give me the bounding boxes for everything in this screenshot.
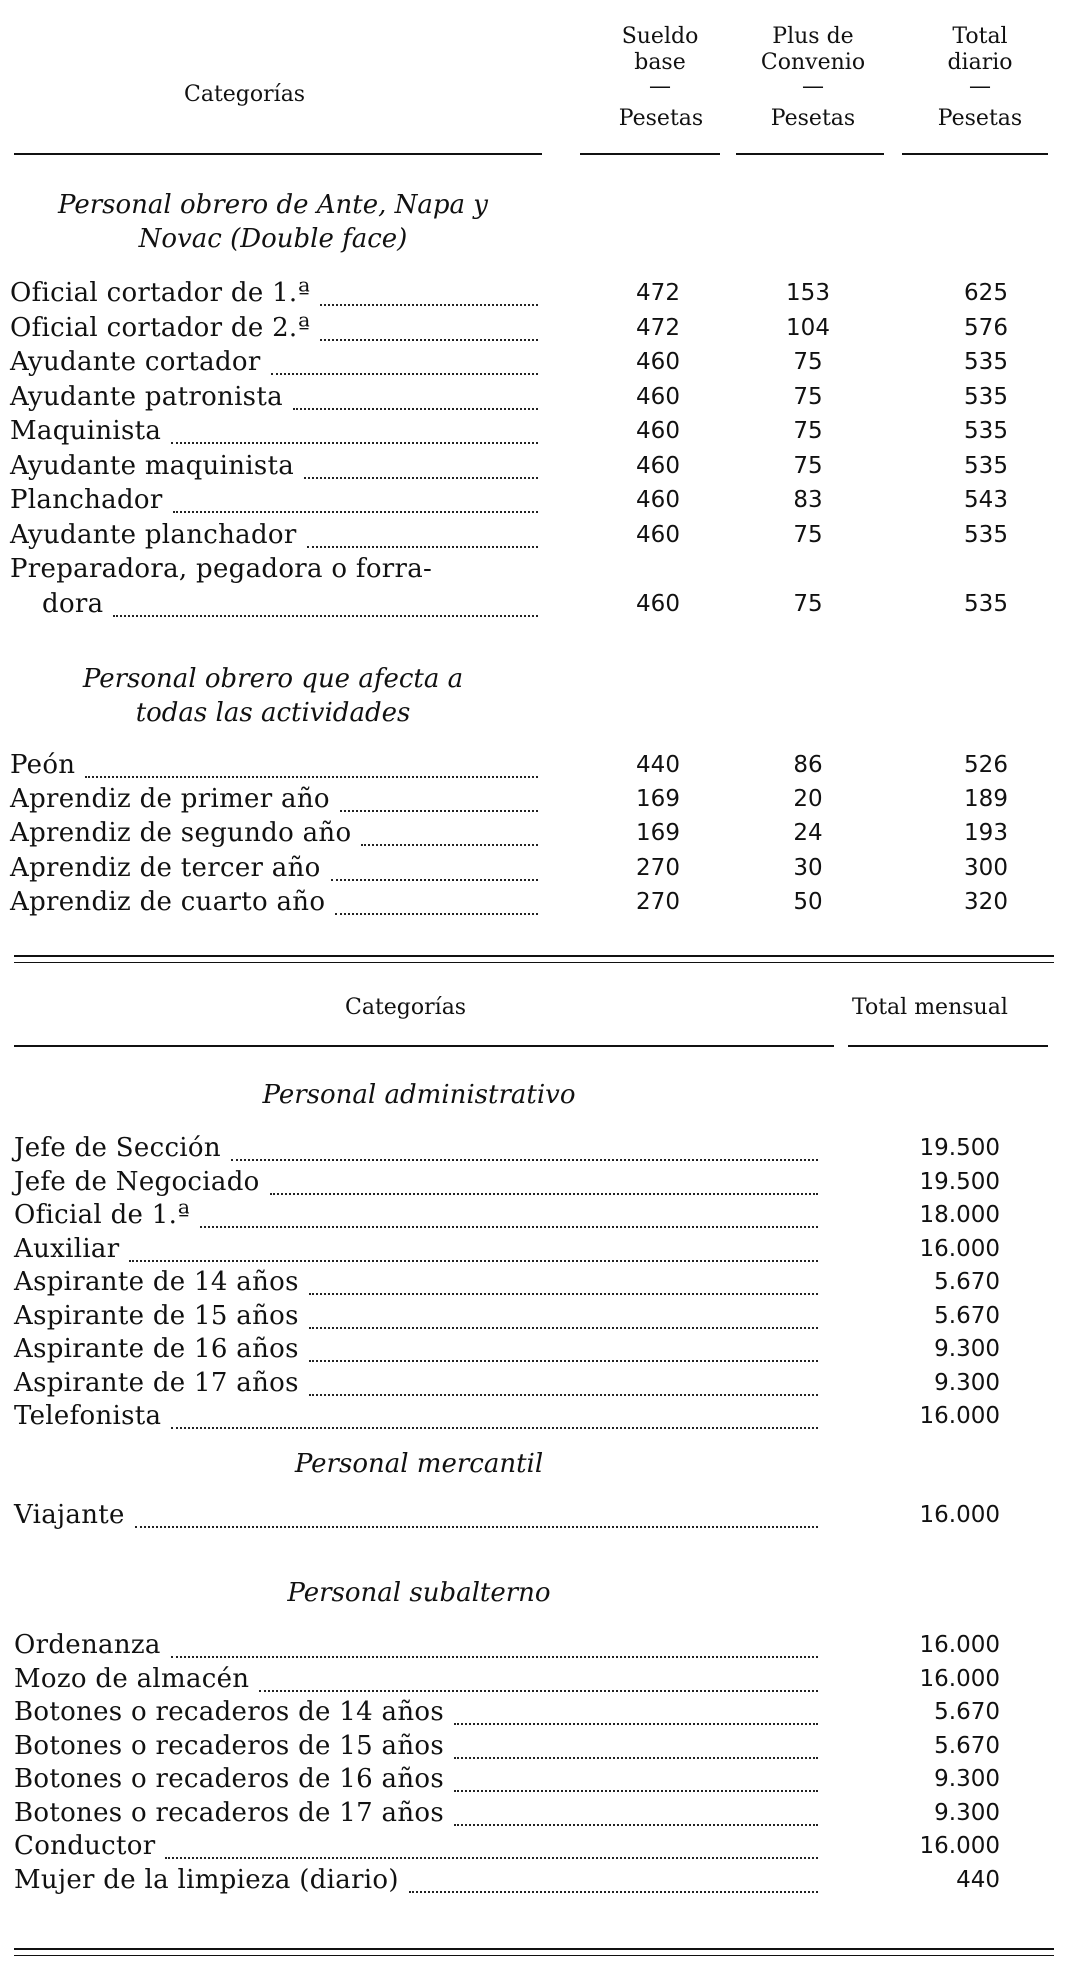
- total-mensual-cell: 9.300: [934, 1369, 1000, 1396]
- table2-header-categorias: Categorías: [345, 995, 467, 1020]
- table-row-label: Mujer de la limpieza (diario): [14, 1864, 399, 1895]
- table-row-label: Botones o recaderos de 15 años: [14, 1730, 445, 1761]
- section2-title-line2: todas las actividades: [135, 698, 411, 728]
- total-mensual-cell: 9.300: [934, 1336, 1000, 1362]
- total-mensual-cell: 16.000: [919, 1235, 1000, 1262]
- table-separator-rule-1: [14, 955, 1054, 957]
- dot-leader: [454, 1786, 818, 1792]
- table-row-label: Planchador: [10, 485, 163, 515]
- table1-header-rule-4: [902, 153, 1048, 155]
- total-diario-cell: 543: [964, 487, 1008, 513]
- section1-title-line1: Personal obrero de Ante, Napa y: [58, 190, 488, 220]
- table-row-label: Aspirante de 17 años: [14, 1367, 299, 1398]
- sueldo-base-cell: 460: [636, 418, 680, 444]
- table-row-label: Ayudante cortador: [10, 347, 261, 377]
- table-row-label: Botones o recaderos de 17 años: [14, 1797, 445, 1828]
- table-row-label: Mozo de almacén: [14, 1663, 250, 1694]
- table-row-label: Aspirante de 15 años: [14, 1300, 299, 1331]
- dot-leader: [113, 611, 538, 617]
- table-row-label: Ayudante maquinista: [10, 450, 295, 481]
- total-diario-cell: 535: [964, 349, 1008, 375]
- sueldo-base-cell: 460: [636, 487, 680, 513]
- table-row-label: Conductor: [14, 1831, 156, 1861]
- table-row-label: Aprendiz de primer año: [10, 784, 330, 815]
- table-row-label: Maquinista: [10, 416, 162, 446]
- total-mensual-cell: 16.000: [919, 1632, 1000, 1658]
- total-mensual-cell: 5.670: [934, 1732, 1000, 1759]
- table-row-label: Jefe de Negociado: [14, 1166, 260, 1197]
- total-mensual-cell: 16.000: [919, 1665, 1000, 1692]
- dot-leader: [173, 507, 538, 513]
- section-admin-title: Personal administrativo: [262, 1080, 576, 1110]
- sueldo-base-cell: 270: [636, 854, 680, 881]
- table-row-label: Botones o recaderos de 16 años: [14, 1764, 445, 1794]
- dot-leader: [320, 335, 538, 341]
- dot-leader: [135, 1522, 818, 1528]
- dot-leader: [270, 1189, 818, 1195]
- table1-header-dash-1: —: [649, 74, 671, 99]
- plus-convenio-cell: 104: [786, 314, 830, 341]
- table-row-label: Jefe de Sección: [14, 1133, 221, 1163]
- dot-leader: [454, 1753, 818, 1759]
- plus-convenio-cell: 75: [793, 383, 823, 410]
- total-mensual-cell: 19.500: [919, 1168, 1000, 1195]
- table1-header-plus-convenio-line2: Convenio: [760, 50, 866, 75]
- plus-convenio-cell: 75: [793, 521, 823, 548]
- table2-header-rule-1: [14, 1045, 834, 1047]
- section-mercantil-title: Personal mercantil: [294, 1449, 544, 1479]
- table1-header-unit-2: Pesetas: [770, 106, 856, 131]
- table-row-label: Peón: [10, 750, 76, 780]
- total-diario-cell: 535: [964, 418, 1008, 444]
- plus-convenio-cell: 86: [793, 752, 823, 778]
- table-row-label: Ordenanza: [14, 1630, 161, 1660]
- plus-convenio-cell: 75: [793, 418, 823, 444]
- table1-header-unit-1: Pesetas: [618, 106, 704, 131]
- dot-leader: [331, 875, 538, 881]
- dot-leader: [129, 1256, 818, 1262]
- table-row-label: Ayudante planchador: [10, 519, 297, 550]
- footer-rule-2: [14, 1955, 1054, 1956]
- plus-convenio-cell: 24: [793, 820, 823, 847]
- sueldo-base-cell: 169: [636, 786, 680, 813]
- total-diario-cell: 625: [964, 280, 1008, 306]
- dot-leader: [454, 1820, 818, 1826]
- total-mensual-cell: 5.670: [934, 1699, 1000, 1725]
- total-diario-cell: 535: [964, 590, 1008, 617]
- total-diario-cell: 576: [964, 314, 1008, 341]
- dot-leader: [293, 404, 538, 410]
- dot-leader: [171, 438, 538, 444]
- section2-title-line1: Personal obrero que afecta a: [82, 664, 464, 694]
- table1-header-rule-3: [736, 153, 884, 155]
- total-diario-cell: 535: [964, 452, 1008, 479]
- plus-convenio-cell: 20: [793, 786, 823, 813]
- dot-leader: [304, 473, 538, 479]
- table-row-label: Oficial de 1.ª: [14, 1200, 190, 1230]
- dot-leader: [171, 1423, 818, 1429]
- total-mensual-cell: 19.500: [919, 1135, 1000, 1161]
- table1-header-categorias: Categorías: [184, 82, 306, 107]
- sueldo-base-cell: 169: [636, 820, 680, 847]
- footer-rule-1: [14, 1948, 1054, 1950]
- table-row-label-cont: dora: [42, 588, 104, 619]
- total-diario-cell: 535: [964, 383, 1008, 410]
- section1-title-line2: Novac (Double face): [138, 224, 408, 254]
- total-diario-cell: 526: [964, 752, 1008, 778]
- dot-leader: [309, 1323, 818, 1329]
- total-diario-cell: 300: [964, 854, 1008, 881]
- dot-leader: [309, 1289, 818, 1295]
- dot-leader: [320, 300, 538, 306]
- plus-convenio-cell: 75: [793, 590, 823, 617]
- dot-leader: [307, 542, 538, 548]
- total-mensual-cell: 16.000: [919, 1403, 1000, 1429]
- table-row-label: Aspirante de 14 años: [14, 1267, 299, 1297]
- total-mensual-cell: 9.300: [934, 1766, 1000, 1792]
- table1-header-unit-3: Pesetas: [937, 106, 1023, 131]
- table-row-label: Telefonista: [14, 1401, 162, 1431]
- total-mensual-cell: 9.300: [934, 1799, 1000, 1826]
- dot-leader: [409, 1887, 818, 1893]
- dot-leader: [340, 806, 538, 812]
- plus-convenio-cell: 50: [793, 888, 823, 915]
- total-diario-cell: 193: [964, 820, 1008, 847]
- sueldo-base-cell: 460: [636, 452, 680, 479]
- table1-header-dash-3: —: [969, 74, 991, 99]
- sueldo-base-cell: 440: [636, 752, 680, 778]
- table-row-label: Aprendiz de tercer año: [10, 852, 321, 883]
- table1-header-rule-2: [580, 153, 720, 155]
- table-row-label: Aspirante de 16 años: [14, 1334, 299, 1364]
- table-row-label: Aprendiz de segundo año: [10, 818, 352, 849]
- dot-leader: [271, 369, 538, 375]
- total-mensual-cell: 440: [956, 1866, 1000, 1893]
- dot-leader: [361, 840, 538, 846]
- table1-header-total-diario-line1: Total: [952, 24, 1008, 49]
- plus-convenio-cell: 75: [793, 452, 823, 479]
- dot-leader: [165, 1853, 818, 1859]
- sueldo-base-cell: 460: [636, 590, 680, 617]
- table1-header-sueldo-base-line2: base: [634, 50, 686, 75]
- table-separator-rule-2: [14, 962, 1054, 963]
- table-row-label: Oficial cortador de 2.ª: [10, 312, 311, 343]
- sueldo-base-cell: 472: [636, 314, 680, 341]
- table2-header-rule-2: [848, 1045, 1048, 1047]
- sueldo-base-cell: 472: [636, 280, 680, 306]
- table1-header-sueldo-base-line1: Sueldo: [621, 24, 699, 49]
- total-diario-cell: 320: [964, 888, 1008, 915]
- plus-convenio-cell: 83: [793, 487, 823, 513]
- total-diario-cell: 189: [964, 786, 1008, 813]
- sueldo-base-cell: 460: [636, 521, 680, 548]
- table2-header-total-mensual: Total mensual: [852, 995, 1008, 1020]
- table1-header-plus-convenio-line1: Plus de: [772, 24, 854, 49]
- dot-leader: [171, 1652, 818, 1658]
- dot-leader: [335, 909, 538, 915]
- dot-leader: [259, 1686, 818, 1692]
- table1-header-rule-1: [14, 153, 542, 155]
- table-row-label: Viajante: [14, 1500, 125, 1530]
- table-row-label: Oficial cortador de 1.ª: [10, 278, 311, 308]
- total-mensual-cell: 5.670: [934, 1302, 1000, 1329]
- table-row-label: Botones o recaderos de 14 años: [14, 1697, 445, 1727]
- total-mensual-cell: 16.000: [919, 1833, 1000, 1859]
- total-mensual-cell: 18.000: [919, 1202, 1000, 1228]
- table1-header-total-diario-line2: diario: [947, 50, 1013, 75]
- total-mensual-cell: 5.670: [934, 1269, 1000, 1295]
- dot-leader: [454, 1719, 818, 1725]
- dot-leader: [309, 1356, 818, 1362]
- table-row-label: Preparadora, pegadora o forra-: [10, 554, 433, 584]
- table-row-label: Ayudante patronista: [10, 381, 283, 412]
- section-subalterno-title: Personal subalterno: [287, 1578, 551, 1608]
- dot-leader: [309, 1390, 818, 1396]
- table1-header-dash-2: —: [802, 74, 824, 99]
- sueldo-base-cell: 460: [636, 383, 680, 410]
- table-row-label: Aprendiz de cuarto año: [10, 886, 326, 917]
- plus-convenio-cell: 153: [786, 280, 830, 306]
- plus-convenio-cell: 75: [793, 349, 823, 375]
- dot-leader: [85, 772, 538, 778]
- table-row-label: Auxiliar: [14, 1233, 120, 1264]
- total-mensual-cell: 16.000: [919, 1502, 1000, 1528]
- sueldo-base-cell: 460: [636, 349, 680, 375]
- sueldo-base-cell: 270: [636, 888, 680, 915]
- total-diario-cell: 535: [964, 521, 1008, 548]
- plus-convenio-cell: 30: [793, 854, 823, 881]
- dot-leader: [231, 1155, 818, 1161]
- dot-leader: [200, 1222, 818, 1228]
